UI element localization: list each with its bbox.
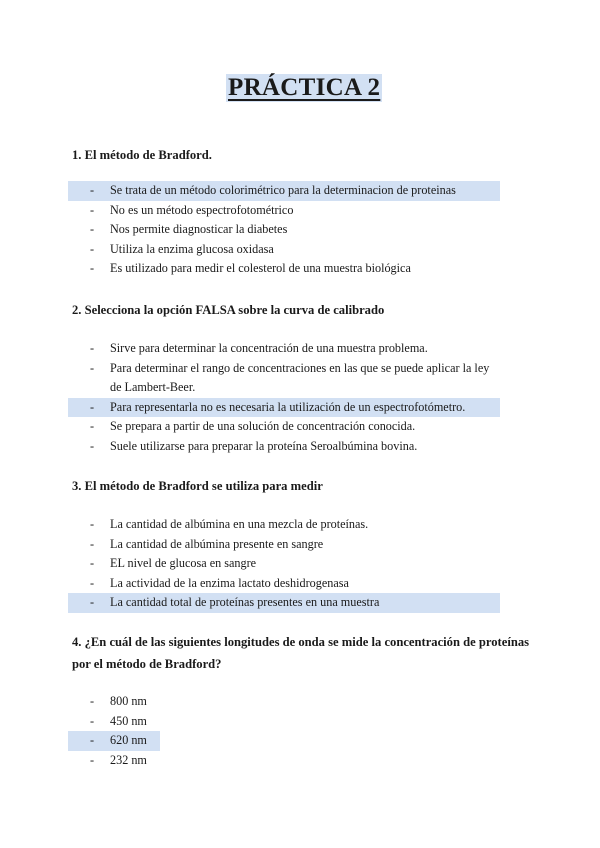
option xyxy=(80,554,500,574)
dash-bullet: - xyxy=(90,595,95,610)
dash-bullet: - xyxy=(90,341,95,355)
option-text: La cantidad de albúmina presente en sangre xyxy=(110,536,324,551)
option-correct xyxy=(68,398,500,418)
option xyxy=(80,535,500,555)
option xyxy=(80,339,500,359)
option-text: 232 nm xyxy=(110,752,147,767)
option-text: Suele utilizarse para preparar la proteína Seroalbúmina bovina. xyxy=(110,438,418,453)
option-text: Utiliza la enzima glucosa oxidasa xyxy=(110,241,274,256)
question-2: 2. Selecciona la opción FALSA sobre la curva de calibrado xyxy=(72,303,385,317)
option-text: Para determinar el rango de concentraciones en las que se puede aplicar la ley de Lambert-Beer. xyxy=(110,360,490,395)
dash-bullet: - xyxy=(90,360,95,375)
option xyxy=(80,417,500,437)
option xyxy=(80,201,500,221)
option xyxy=(80,259,500,279)
option xyxy=(80,692,500,712)
option xyxy=(80,359,500,398)
options-list-3 xyxy=(80,515,500,613)
option-text: 800 nm xyxy=(110,694,147,708)
dash-bullet: - xyxy=(90,713,95,728)
question-1: 1. El método de Bradford. xyxy=(72,148,212,162)
question-3: 3. El método de Bradford se utiliza para medir xyxy=(72,479,323,493)
dash-bullet: - xyxy=(90,575,95,590)
dash-bullet: - xyxy=(90,752,95,767)
option-text: Se trata de un método colorimétrico para la determinacion de proteinas xyxy=(110,183,456,197)
option-text: EL nivel de glucosa en sangre xyxy=(110,556,257,571)
option-correct xyxy=(68,181,500,201)
option xyxy=(80,220,500,240)
dash-bullet: - xyxy=(90,261,95,276)
dash-bullet: - xyxy=(90,536,95,551)
dash-bullet: - xyxy=(90,419,95,434)
option-text: 620 nm xyxy=(110,733,147,748)
dash-bullet: - xyxy=(90,202,95,217)
page-title: PRÁCTICA 2 xyxy=(228,74,381,101)
option xyxy=(80,712,500,732)
options-list-4 xyxy=(80,692,500,770)
option-text: Sirve para determinar la concentración de una muestra problema. xyxy=(110,341,428,355)
option-text: No es un método espectrofotométrico xyxy=(110,202,294,217)
option xyxy=(80,574,500,594)
option-correct xyxy=(68,731,160,751)
option-text: 450 nm xyxy=(110,713,147,728)
options-list-1 xyxy=(80,181,500,279)
dash-bullet: - xyxy=(90,694,95,708)
dash-bullet: - xyxy=(90,733,95,748)
option-text: Se prepara a partir de una solución de concentración conocida. xyxy=(110,419,416,434)
options-list-2 xyxy=(80,339,500,457)
dash-bullet: - xyxy=(90,222,95,237)
option-text: La cantidad total de proteínas presentes en una muestra xyxy=(110,595,380,610)
dash-bullet: - xyxy=(90,241,95,256)
option xyxy=(80,437,500,457)
dash-bullet: - xyxy=(90,556,95,571)
question-4: 4. ¿En cuál de las siguientes longitudes de onda se mide la concentración de proteínas por el método de Bradford? xyxy=(72,635,530,671)
dash-bullet: - xyxy=(90,517,95,531)
option xyxy=(80,751,500,771)
option-text: Nos permite diagnosticar la diabetes xyxy=(110,222,288,237)
dash-bullet: - xyxy=(90,183,95,197)
option-text: Para representarla no es necesaria la utilización de un espectrofotómetro. xyxy=(110,399,466,414)
dash-bullet: - xyxy=(90,438,95,453)
option-text: La actividad de la enzima lactato deshidrogenasa xyxy=(110,575,349,590)
option xyxy=(80,240,500,260)
option xyxy=(80,515,500,535)
option-text: La cantidad de albúmina en una mezcla de proteínas. xyxy=(110,517,369,531)
option-text: Es utilizado para medir el colesterol de una muestra biológica xyxy=(110,261,411,276)
dash-bullet: - xyxy=(90,399,95,414)
option-correct xyxy=(68,593,500,613)
